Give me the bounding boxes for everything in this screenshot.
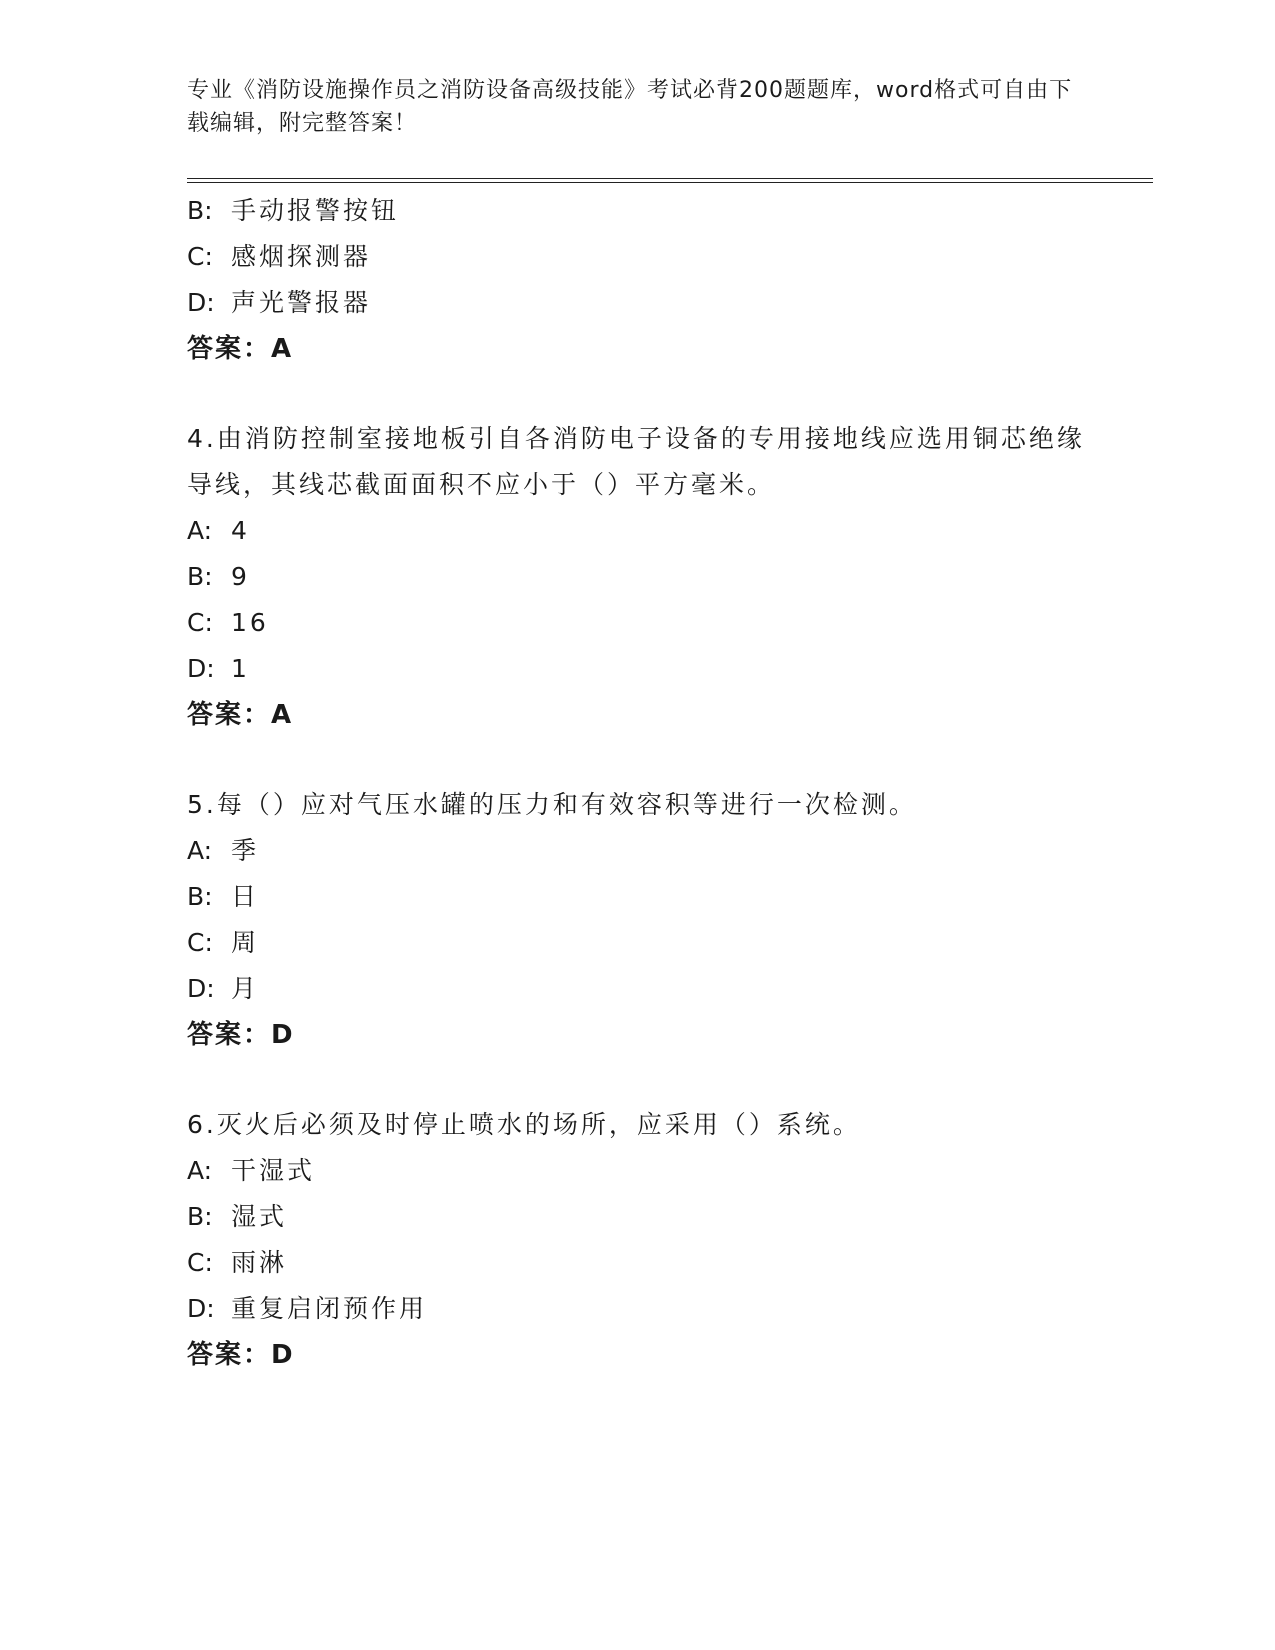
- question-text: 4.由消防控制室接地板引自各消防电子设备的专用接地线应选用铜芯绝缘导线，其线芯截面面积不应小于（）平方毫米。: [187, 424, 1085, 499]
- question-5: [187, 782, 1087, 1058]
- option-c: C: 16: [187, 608, 269, 637]
- document-body: [187, 188, 1087, 1378]
- option-d: D: 月: [187, 974, 260, 1003]
- document-header: 专业《消防设施操作员之消防设备高级技能》考试必背200题题库，word格式可自由下载编辑，附完整答案！: [187, 78, 1073, 136]
- option-d: D: 重复启闭预作用: [187, 1294, 428, 1323]
- question-text: 6.灭火后必须及时停止喷水的场所，应采用（）系统。: [187, 1110, 861, 1139]
- question-6: [187, 1102, 1087, 1378]
- option-c: C: 周: [187, 928, 260, 957]
- answer-line: 答案：A: [187, 334, 294, 364]
- question-4: [187, 416, 1087, 738]
- option-b: B: 湿式: [187, 1202, 288, 1231]
- answer-line: 答案：D: [187, 1340, 295, 1370]
- option-b: B: 9: [187, 562, 250, 591]
- option-b: B: 手动报警按钮: [187, 196, 400, 225]
- header-rule-top: [187, 178, 1153, 179]
- option-d: D: 1: [187, 654, 250, 683]
- header-rule-bottom: [187, 182, 1153, 183]
- option-a: A: 干湿式: [187, 1156, 316, 1185]
- option-a: A: 4: [187, 516, 250, 545]
- answer-line: 答案：A: [187, 700, 294, 730]
- option-a: A: 季: [187, 836, 260, 865]
- option-d: D: 声光警报器: [187, 288, 372, 317]
- option-c: C: 雨淋: [187, 1248, 288, 1277]
- option-c: C: 感烟探测器: [187, 242, 372, 271]
- question-partial: [187, 188, 1087, 372]
- question-text: 5.每（）应对气压水罐的压力和有效容积等进行一次检测。: [187, 790, 917, 819]
- answer-line: 答案：D: [187, 1020, 295, 1050]
- option-b: B: 日: [187, 882, 260, 911]
